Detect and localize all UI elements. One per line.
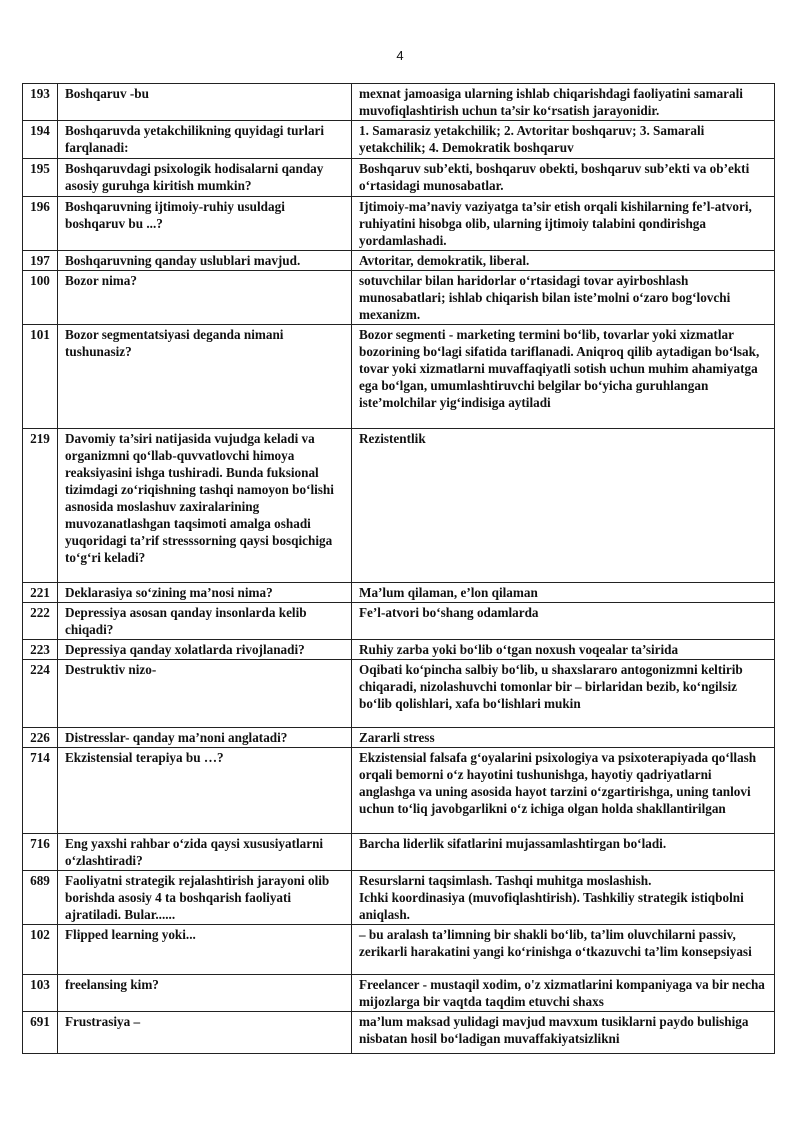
row-number: 196: [23, 197, 58, 251]
table-row: [23, 925, 775, 975]
question-cell: Distresslar- qanday ma’noni anglatadi?: [58, 728, 352, 748]
row-number: 197: [23, 251, 58, 271]
answer-cell: Avtoritar, demokratik, liberal.: [352, 251, 775, 271]
row-number: 691: [23, 1012, 58, 1054]
answer-cell: Barcha liderlik sifatlarini mujassamlashtirgan bo‘ladi.: [352, 834, 775, 871]
row-number: 221: [23, 583, 58, 603]
answer-cell: mexnat jamoasiga ularning ishlab chiqarishdagi faoliyatini samarali muvofiqlashtirish uchun ta’sir ko‘rsatish jarayonidir.: [352, 84, 775, 121]
row-number: 222: [23, 603, 58, 640]
answer-cell: Ijtimoiy-ma’naviy vaziyatga ta’sir etish orqali kishilarning fe’l-atvori, ruhiyatini hisobga olib, ularning ijtimoiy talabini qondirishga yordamlashadi.: [352, 197, 775, 251]
answer-cell: Bozor segmenti - marketing termini bo‘lib, tovarlar yoki xizmatlar bozorining bo‘lagi sifatida tariflanadi. Aniqroq qilib aytadigan bo‘lsak, tovar yoki xizmatlarni muvaffaqiyatli sotish uchun muhim ahamiyatga ega bo‘lgan, umumlashtiruvchi belgilar bo‘yicha guruhlangan iste’molchilar yig‘indisiga aytiladi: [352, 325, 775, 429]
table-row: [23, 871, 775, 925]
table-row: [23, 748, 775, 834]
answer-cell: Rezistentlik: [352, 429, 775, 583]
question-cell: Boshqaruvning ijtimoiy-ruhiy usuldagi boshqaruv bu ...?: [58, 197, 352, 251]
table-row: [23, 660, 775, 728]
row-number: 194: [23, 121, 58, 159]
question-cell: Bozor segmentatsiyasi deganda nimani tushunasiz?: [58, 325, 352, 429]
answer-cell: – bu aralash ta’limning bir shakli bo‘lib, ta’lim oluvchilarni passiv, zerikarli harakatini yangi ko‘rinishga o‘tkazuvchi ta’lim konsepsiyasi: [352, 925, 775, 975]
answer-cell: Ekzistensial falsafa g‘oyalarini psixologiya va psixoterapiyada qo‘llash orqali bemorni o‘z hayotini tushunishga, hayotiy qadriyatlarni anglashga va uning asosida hayot tarzini o‘zgartirishga, uning tanlovi uchun to‘liq javobgarlikni o‘z ichiga olgan holda shakllantirilgan: [352, 748, 775, 834]
table-row: [23, 271, 775, 325]
row-number: 226: [23, 728, 58, 748]
row-number: 193: [23, 84, 58, 121]
answer-cell: sotuvchilar bilan haridorlar o‘rtasidagi tovar ayirboshlash munosabatlari; ishlab chiqarish bilan iste’molni o‘zaro bog‘lovchi mexanizm.: [352, 271, 775, 325]
answer-cell: Boshqaruv sub’ekti, boshqaruv obekti, boshqaruv sub’ekti va ob’ekti o‘rtasidagi munosabatlar.: [352, 159, 775, 197]
question-cell: Boshqaruv -bu: [58, 84, 352, 121]
question-cell: Flipped learning yoki...: [58, 925, 352, 975]
row-number: 223: [23, 640, 58, 660]
question-cell: Boshqaruvning qanday uslublari mavjud.: [58, 251, 352, 271]
row-number: 714: [23, 748, 58, 834]
table-row: [23, 728, 775, 748]
row-number: 103: [23, 975, 58, 1012]
question-cell: Faoliyatni strategik rejalashtirish jarayoni olib borishda asosiy 4 ta boshqarish faoliyati ajratiladi. Bular......: [58, 871, 352, 925]
table-row: [23, 640, 775, 660]
row-number: 689: [23, 871, 58, 925]
table-row: [23, 583, 775, 603]
table-row: [23, 121, 775, 159]
answer-cell: Ma’lum qilaman, e’lon qilaman: [352, 583, 775, 603]
question-cell: freelansing kim?: [58, 975, 352, 1012]
page-number: 4: [396, 48, 404, 63]
answer-cell: Fe’l-atvori bo‘shang odamlarda: [352, 603, 775, 640]
answer-cell: 1. Samarasiz yetakchilik; 2. Avtoritar boshqaruv; 3. Samarali yetakchilik; 4. Demokratik boshqaruv: [352, 121, 775, 159]
row-number: 101: [23, 325, 58, 429]
qa-table: [22, 83, 775, 1054]
row-number: 195: [23, 159, 58, 197]
question-cell: Destruktiv nizo-: [58, 660, 352, 728]
table-row: [23, 159, 775, 197]
table-row: [23, 429, 775, 583]
answer-cell: Zararli stress: [352, 728, 775, 748]
table-row: [23, 325, 775, 429]
question-cell: Bozor nima?: [58, 271, 352, 325]
question-cell: Frustrasiya –: [58, 1012, 352, 1054]
table-row: [23, 603, 775, 640]
question-cell: Deklarasiya so‘zining ma’nosi nima?: [58, 583, 352, 603]
answer-cell: Oqibati ko‘pincha salbiy bo‘lib, u shaxslararo antogonizmni keltirib chiqaradi, nizolashuvchi tomonlar bir – birlaridan bezib, ko‘ngilsiz bo‘lib qolishlari, xafa bo‘lishlari mukin: [352, 660, 775, 728]
table-row: [23, 197, 775, 251]
question-cell: Eng yaxshi rahbar o‘zida qaysi xususiyatlarni o‘zlashtiradi?: [58, 834, 352, 871]
question-cell: Depressiya qanday xolatlarda rivojlanadi?: [58, 640, 352, 660]
question-cell: Boshqaruvda yetakchilikning quyidagi turlari farqlanadi:: [58, 121, 352, 159]
table-row: [23, 84, 775, 121]
question-cell: Ekzistensial terapiya bu …?: [58, 748, 352, 834]
answer-cell: Ruhiy zarba yoki bo‘lib o‘tgan noxush voqealar ta’sirida: [352, 640, 775, 660]
question-cell: Davomiy ta’siri natijasida vujudga keladi va organizmni qo‘llab-quvvatlovchi himoya reaksiyasini ishga tushiradi. Bunda fuksional tizimdagi zo‘riqishning tashqi namoyon bo‘lishi asnosida moslashuv zaxiralarining muvozanatlashgan taqsimoti amalga oshadi yuqoridagi ta’rif stresssorning qaysi bosqichiga to‘g‘ri keladi?: [58, 429, 352, 583]
table-row: [23, 251, 775, 271]
table-row: [23, 834, 775, 871]
row-number: 716: [23, 834, 58, 871]
table-row: [23, 975, 775, 1012]
row-number: 224: [23, 660, 58, 728]
question-cell: Boshqaruvdagi psixologik hodisalarni qanday asosiy guruhga kiritish mumkin?: [58, 159, 352, 197]
row-number: 219: [23, 429, 58, 583]
answer-cell: Resurslarni taqsimlash. Tashqi muhitga moslashish. Ichki koordinasiya (muvofiqlashtirish). Tashkiliy strategik istiqbolni aniqlash.: [352, 871, 775, 925]
question-cell: Depressiya asosan qanday insonlarda kelib chiqadi?: [58, 603, 352, 640]
answer-cell: ma’lum maksad yulidagi mavjud mavxum tusiklarni paydo bulishiga nisbatan hosil bo‘ladigan muvaffakiyatsizlikni: [352, 1012, 775, 1054]
row-number: 102: [23, 925, 58, 975]
table-row: [23, 1012, 775, 1054]
row-number: 100: [23, 271, 58, 325]
answer-cell: Freelancer - mustaqil xodim, o'z xizmatlarini kompaniyaga va bir necha mijozlarga bir vaqtda taqdim etuvchi shaxs: [352, 975, 775, 1012]
